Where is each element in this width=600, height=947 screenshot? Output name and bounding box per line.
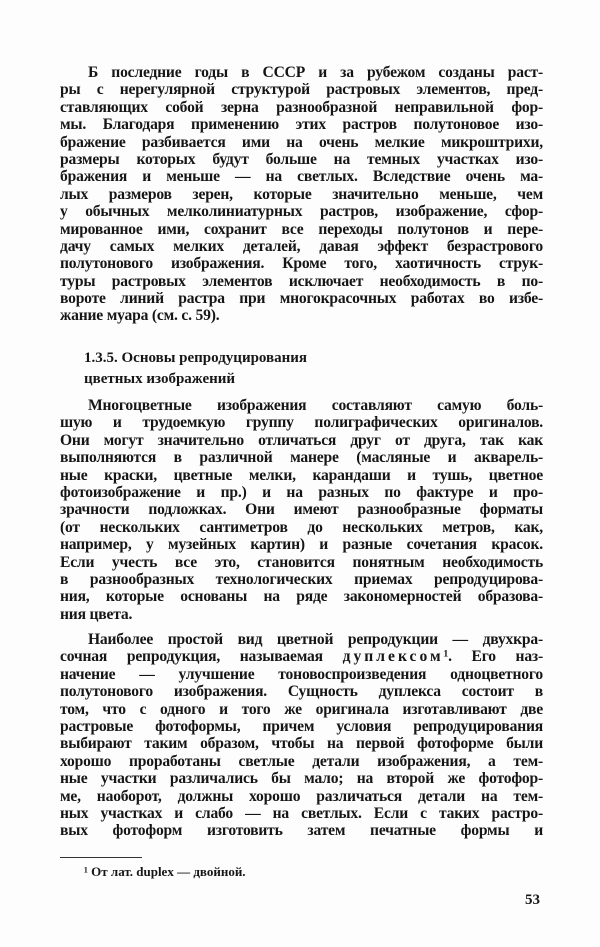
- paragraph-multicolor: [60, 397, 543, 623]
- text-line: ния цвета.: [60, 605, 133, 623]
- text-line: полутонового изображения. Кроме того, хаотичность струк-: [60, 255, 543, 273]
- text-line: выполняются в различной манере (масляные и акварель-: [60, 449, 543, 467]
- text-line: дачу самых мелких деталей, давая эффект безрастрового: [60, 237, 543, 255]
- paragraph-duplex: [60, 631, 543, 840]
- text-line: вых фотоформ изготовить затем печатные формы и: [60, 822, 543, 840]
- text-line: ры с нерегулярной структурой растровых элементов, пред-: [60, 81, 543, 99]
- text-line: зрачности подложках. Они имеют разнообразные форматы: [60, 501, 543, 519]
- text-line: шую и трудоемкую группу полиграфических оригиналов.: [60, 414, 543, 432]
- text-line: Если учесть все это, становится понятным необходимость: [60, 553, 543, 571]
- text-line: сочная репродукция, называемая дуплексом¹. Его наз-: [60, 648, 543, 666]
- section-heading: [84, 348, 307, 390]
- text-line: Многоцветные изображения составляют самую боль-: [88, 397, 543, 414]
- footnote: ¹ От лат. duplex — двойной.: [84, 864, 246, 879]
- paragraph-raster: [60, 64, 543, 325]
- text-line: например, у музейных картин) и разные сочетания красок.: [60, 536, 543, 554]
- text-line: жание муара (см. с. 59).: [60, 307, 220, 325]
- text-line: в разнообразных технологических приемах репродуцирова-: [60, 570, 543, 588]
- text-line: том, что с одного и того же оригинала изготавливают две: [60, 700, 543, 718]
- text-line: хорошо проработаны светлые детали изображения, а тем-: [60, 752, 543, 770]
- text-line: лых размеров зерен, которые значительно меньше, чем: [60, 185, 543, 203]
- text-line: (от нескольких сантиметров до нескольких метров, как,: [60, 518, 543, 536]
- page-number: 53: [525, 892, 540, 908]
- text-line: размеры которых будут больше на темных участках изо-: [60, 150, 543, 168]
- text-line: полутонового изображения. Сущность дуплекса состоит в: [60, 683, 543, 701]
- text-line: фотоизображение и пр.) и на разных по фактуре и про-: [60, 483, 543, 501]
- text-line: ные краски, цветные мелки, карандаши и тушь, цветное: [60, 466, 543, 484]
- text-line: ных участках и слабо — на светлых. Если с таких растро-: [60, 804, 543, 822]
- text-line: выбирают таким образом, чтобы на первой фотоформе были: [60, 735, 543, 753]
- text-line: ния, которые основаны на ряде закономерностей образова-: [60, 588, 543, 606]
- emphasized-term: дуплексом: [342, 648, 444, 666]
- text-line: растровые фотоформы, причем условия репродуцирования: [60, 717, 543, 735]
- text-line: Наиболее простой вид цветной репродукции — двухкра-: [88, 631, 543, 648]
- text-line: начение — улучшение тоновоспроизведения одноцветного: [60, 665, 543, 683]
- section-heading-line1: 1.3.5. Основы репродуцирования: [84, 350, 308, 366]
- text-line: Они могут значительно отличаться друг от друга, так как: [60, 431, 543, 449]
- text-line: мированное ими, сохранит все переходы полутонов и пере-: [60, 220, 543, 238]
- text-line: ные участки различались бы мало; на второй же фотофор-: [60, 770, 543, 788]
- text-line: туры растровых элементов исключает необходимость в по-: [60, 272, 543, 290]
- section-heading-line2: цветных изображений: [84, 371, 236, 387]
- text-line: у обычных мелколиниатурных растров, изображение, сфор-: [60, 203, 543, 221]
- text-line: бражение разбивается ими на очень мелкие микроштрихи,: [60, 133, 543, 151]
- text-line: ставляющих собой зерна разнообразной неправильной фор-: [60, 98, 543, 116]
- text-line: бражения и меньше — на светлых. Вследствие очень ма-: [60, 168, 543, 186]
- text-line: мы. Благодаря применению этих растров полутоновое изо-: [60, 116, 543, 134]
- text-line: Б последние годы в СССР и за рубежом созданы раст-: [88, 64, 543, 81]
- text-line: ме, наоборот, должны хорошо различаться детали на тем-: [60, 787, 543, 805]
- footnote-rule: [60, 857, 142, 858]
- text-line: вороте линий растра при многокрасочных работах во избе-: [60, 290, 543, 308]
